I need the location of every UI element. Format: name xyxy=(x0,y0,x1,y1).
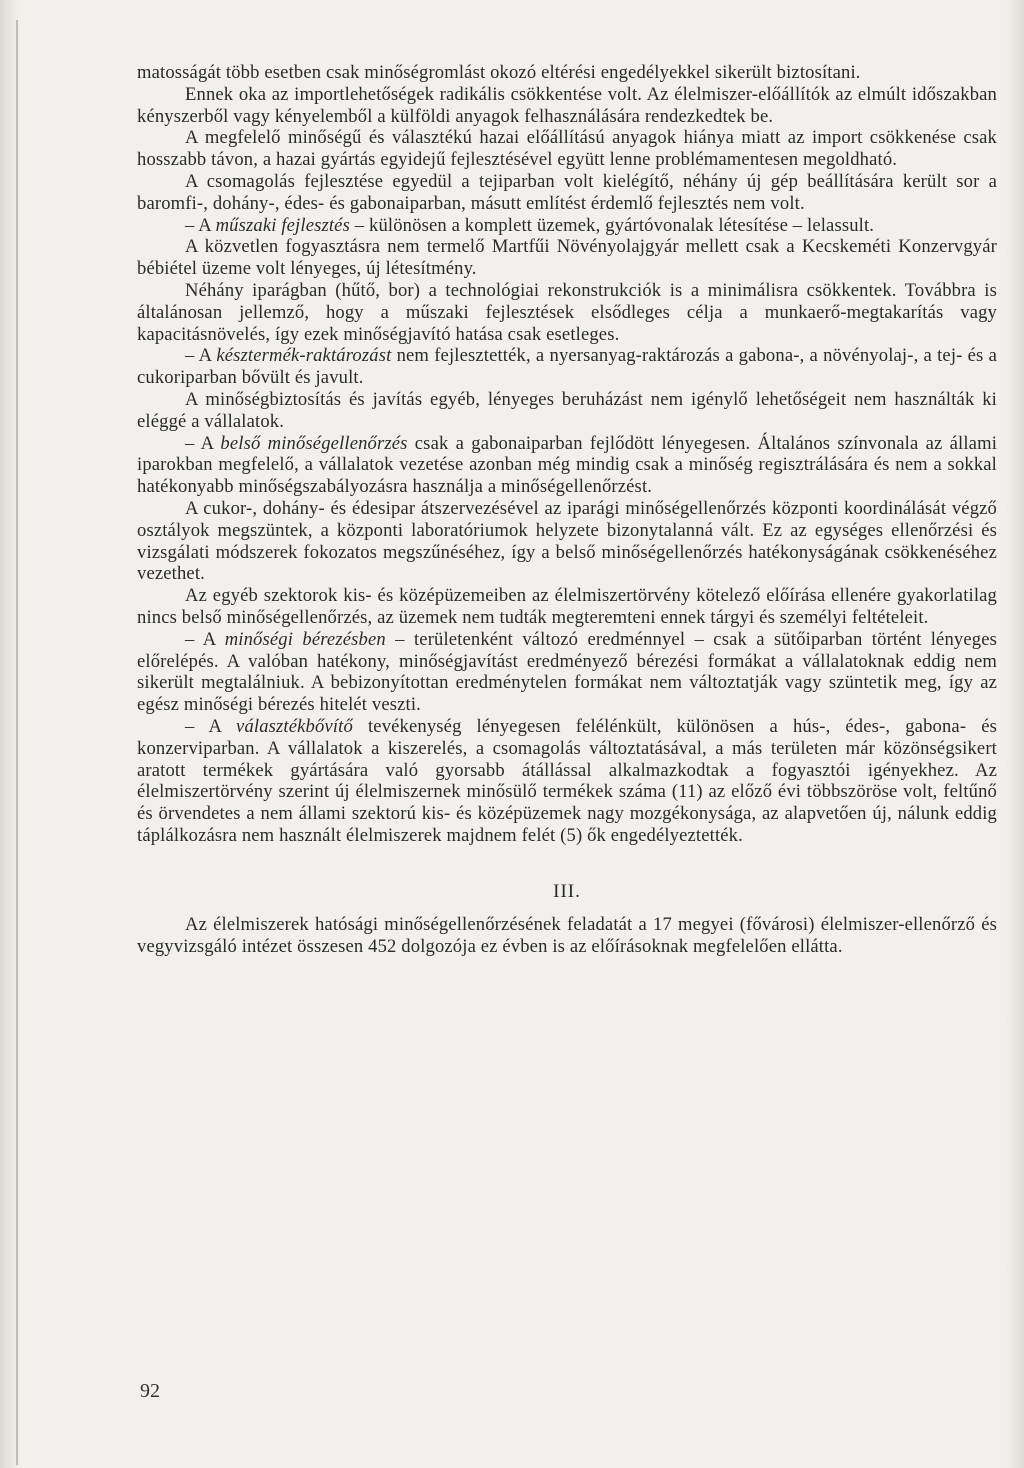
paragraph: A csomagolás fejlesztése egyedül a tejiparban volt kielégítő, néhány új gép beállítására került sor a baromfi-, dohány-, édes- és gabonaiparban, másutt említést érdemlő fejlesztés nem volt. xyxy=(137,170,997,214)
section-heading: III. xyxy=(553,880,581,902)
closing-paragraph: Az élelmiszerek hatósági minőségellenőrzésének feladatát a 17 megyei (fővárosi) élelmiszer-ellenőrző és vegyvizsgáló intézet összesen 452 dolgozója ez évben is az előírásoknak megfelelően ellátta. xyxy=(137,914,997,958)
emphasis: választékbővítő xyxy=(236,715,353,737)
bullet-paragraph: – A választékbővítő tevékenység lényegesen felélénkült, különösen a hús-, édes-, gabona- és konzerviparban. A vállalatok a kiszerelés, a csomagolás változtatásával, a más területen már közönségsikert aratott termékek gyártására való gyorsabb átállással alkalmazkodtak a fogyasztói igényekhez. Az élelmiszertörvény szerint új élelmiszernek minősülő termékek száma (11) az előző évi többszöröse volt, feltűnő és örvendetes a nem állami szektorú kis- és középüzemek nagy mozgékonysága, az alapvetően új, nálunk eddig táplálkozásra nem használt élelmiszerek majdnem felét (5) ők engedélyeztették. xyxy=(137,715,997,846)
emphasis: műszaki fejlesztés xyxy=(215,214,350,236)
emphasis: belső minőségellenőrzés xyxy=(220,432,408,454)
binding-line xyxy=(16,20,18,1465)
paragraph: Néhány iparágban (hűtő, bor) a technológiai rekonstrukciók is a minimálisra csökkentek. Továbbra is általánosan jellemző, hogy a műszaki fejlesztések elsődleges célja a munkaerő-megtakarítás vagy kapacitásnövelés, így ezek minőségjavító hatása csak esetleges. xyxy=(137,279,997,345)
bullet-paragraph: – A belső minőségellenőrzés csak a gabonaiparban fejlődött lényegesen. Általános színvonala az állami iparokban megfelelő, a vállalatok vezetése azonban még mindig csak a minőség regisztrálására és nem a sokkal hatékonyabb minőségszabályozásra használja a minőségellenőrzést. xyxy=(137,432,998,498)
emphasis: minőségi bérezésben xyxy=(224,628,386,650)
scan-left-edge xyxy=(0,0,22,1468)
paragraph: A közvetlen fogyasztásra nem termelő Martfűi Növényolajgyár mellett csak a Kecskeméti Konzervgyár bébiétel üzeme volt lényeges, új létesítmény. xyxy=(137,236,997,280)
bullet-paragraph: – A minőségi bérezésben – területenként változó eredménnyel – csak a sütőiparban történt lényeges előrelépés. A valóban hatékony, minőségjavítást eredményező bérezési formákat a vállalatoknak eddig nem sikerült megtalálniuk. A bebizonyítottan eredménytelen formákat nem változtatják vagy szüntetik meg, így az egész minőségi bérezés hitelét veszti. xyxy=(137,628,997,716)
page-body xyxy=(137,62,997,958)
paragraph: matosságát több esetben csak minőségromlást okozó eltérési engedélyekkel sikerült biztosítani. xyxy=(137,62,861,83)
paragraph: Ennek oka az importlehetőségek radikális csökkentése volt. Az élelmiszer-előállítók az elmúlt időszakban kényszerből vagy kényelemből a külföldi anyagok felhasználására rendezkedtek be. xyxy=(137,83,997,127)
emphasis: késztermék-raktározást xyxy=(216,345,392,367)
scan-right-edge xyxy=(1006,0,1024,1468)
paragraph: A megfelelő minőségű és választékú hazai előállítású anyagok hiánya miatt az import csökkenése csak hosszabb távon, a hazai gyártás egyidejű fejlesztésével együtt lenne problémamentesen megoldható. xyxy=(137,127,997,171)
paragraph: A minőségbiztosítás és javítás egyéb, lényeges beruházást nem igénylő lehetőségeit nem használták ki eléggé a vállalatok. xyxy=(137,388,997,432)
paragraph: Az egyéb szektorok kis- és középüzemeiben az élelmiszertörvény kötelező előírása ellenére gyakorlatilag nincs belső minőségellenőrzés, az üzemek nem tudták megteremteni ennek tárgyi és személyi feltételeit. xyxy=(137,585,997,628)
bullet-paragraph: – A késztermék-raktározást nem fejlesztették, a nyersanyag-raktározás a gabona-, a növényolaj-, a tej- és a cukoriparban bővült és javult. xyxy=(137,345,997,389)
bullet-paragraph: – A műszaki fejlesztés – különösen a komplett üzemek, gyártóvonalak létesítése – lelassult. xyxy=(185,214,875,236)
paragraph: A cukor-, dohány- és édesipar átszervezésével az iparági minőségellenőrzés központi koordinálását végző osztályok megszüntek, a központi laboratóriumok helyzete bizonytalanná vált. Ez az egységes ellenőrzési és vizsgálati módszerek fokozatos megszűnéséhez, így a belső minőségellenőrzés hatékonyságának csökkenéséhez vezethet. xyxy=(137,497,997,585)
page-number: 92 xyxy=(140,1380,160,1402)
